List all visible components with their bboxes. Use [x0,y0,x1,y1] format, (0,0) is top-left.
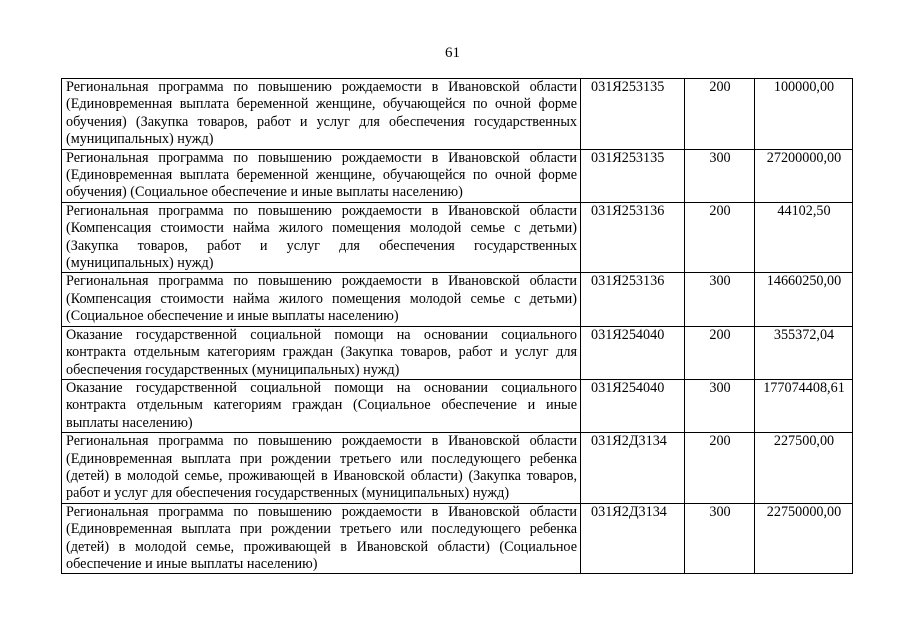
row-type: 300 [685,149,755,202]
row-amount: 355372,04 [755,326,853,379]
row-type: 200 [685,79,755,150]
row-code: 031Я253136 [581,202,685,273]
row-description: Региональная программа по повышению рождаемости в Ивановской области (Единовременная выплата при рождении третьего или последующего ребенка (детей) в молодой семье, проживающей в Ивановской области) (Закупка товаров, работ и услуг для обеспечения государственных (муниципальных) нужд) [62,433,581,504]
row-description: Региональная программа по повышению рождаемости в Ивановской области (Единовременная выплата беременной женщине, обучающейся по очной форме обучения) (Закупка товаров, работ и услуг для обеспечения государственных (муниципальных) нужд) [62,79,581,150]
page-number: 61 [445,45,460,61]
table-row [62,503,853,574]
row-code: 031Я253135 [581,149,685,202]
row-code: 031Я2Д3134 [581,503,685,574]
row-type: 300 [685,379,755,432]
row-code: 031Я254040 [581,326,685,379]
row-description: Оказание государственной социальной помощи на основании социального контракта отдельным категориям граждан (Социальное обеспечение и иные выплаты населению) [62,379,581,432]
table-row [62,326,853,379]
row-amount: 177074408,61 [755,379,853,432]
row-description: Региональная программа по повышению рождаемости в Ивановской области (Единовременная выплата при рождении третьего или последующего ребенка (детей) в молодой семье, проживающей в Ивановской области) (Социальное обеспечение и иные выплаты населению) [62,503,581,574]
row-amount: 44102,50 [755,202,853,273]
table-row [62,79,853,150]
table-row [62,433,853,504]
row-code: 031Я2Д3134 [581,433,685,504]
row-type: 200 [685,326,755,379]
row-code: 031Я253135 [581,79,685,150]
row-type: 200 [685,433,755,504]
table-row [62,273,853,326]
row-code: 031Я253136 [581,273,685,326]
table-row [62,202,853,273]
row-description: Региональная программа по повышению рождаемости в Ивановской области (Единовременная выплата беременной женщине, обучающейся по очной форме обучения) (Социальное обеспечение и иные выплаты населению) [62,149,581,202]
budget-table [61,78,853,574]
row-amount: 227500,00 [755,433,853,504]
row-amount: 27200000,00 [755,149,853,202]
row-description: Региональная программа по повышению рождаемости в Ивановской области (Компенсация стоимости найма жилого помещения молодой семье с детьми) (Социальное обеспечение и иные выплаты населению) [62,273,581,326]
row-amount: 22750000,00 [755,503,853,574]
row-type: 300 [685,273,755,326]
row-code: 031Я254040 [581,379,685,432]
row-description: Оказание государственной социальной помощи на основании социального контракта отдельным категориям граждан (Закупка товаров, работ и услуг для обеспечения государственных (муниципальных) нужд) [62,326,581,379]
row-amount: 100000,00 [755,79,853,150]
row-description: Региональная программа по повышению рождаемости в Ивановской области (Компенсация стоимости найма жилого помещения молодой семье с детьми) (Закупка товаров, работ и услуг для обеспечения государственных (муниципальных) нужд) [62,202,581,273]
row-amount: 14660250,00 [755,273,853,326]
row-type: 300 [685,503,755,574]
table-row [62,149,853,202]
table-row [62,379,853,432]
row-type: 200 [685,202,755,273]
